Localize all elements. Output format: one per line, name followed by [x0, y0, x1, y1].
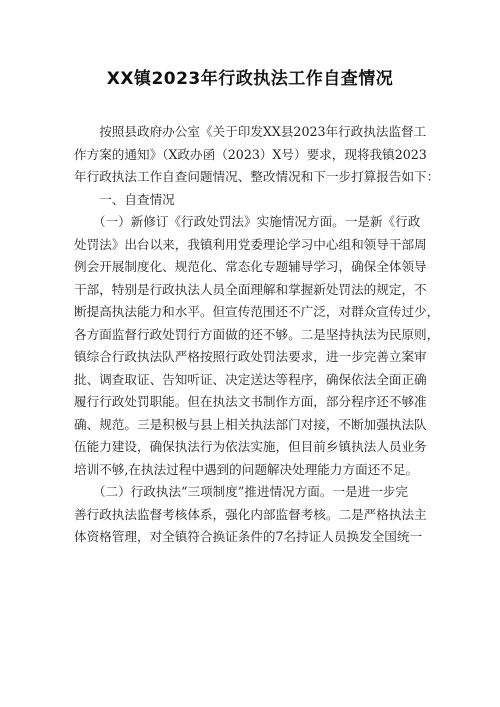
document-body [74, 121, 440, 549]
body-line: 按照县政府办公室《关于印发XX县2023年行政执法监督工 [74, 124, 427, 139]
body-line: 镇综合行政执法队严格按照行政处罚法要求，进一步完善立案审 [74, 349, 427, 364]
body-line: 善行政执法监督考核体系，强化内部监督考核。二是严格执法主 [74, 506, 427, 522]
body-line: 例会开展制度化、规范化、常态化专题辅导学习，确保全体领导 [74, 259, 427, 274]
body-line: （一）新修订《行政处罚法》实施情况方面。一是新《行政 [74, 214, 421, 229]
section-heading: 一、自查情况 [74, 191, 175, 207]
body-line: 确、规范。三是积极与县上相关执法部门对接，不断加强执法队 [74, 416, 427, 432]
body-line: （二）行政执法“三项制度”推进情况方面。一是进一步完 [74, 484, 409, 499]
body-line: 履行行政处罚职能。但在执法文书制作方面，部分程序还不够准 [74, 394, 427, 409]
body-line: 体资格管理，对全镇符合换证条件的7名持证人员换发全国统一 [74, 529, 423, 544]
body-line: 伍能力建设，确保执法行为依法实施，但目前乡镇执法人员业务 [74, 439, 427, 454]
body-line: 作方案的通知》（X政办函（2023）X号）要求，现将我镇2023 [74, 146, 427, 162]
body-line: 断提高执法能力和水平。但宣传范围还不广泛，对群众宣传过少， [74, 304, 440, 319]
body-line: 各方面监督行政处罚行方面做的还不够。二是坚持执法为民原则， [74, 326, 440, 342]
body-line: 批、调查取证、告知听证、决定送达等程序，确保依法全面正确 [74, 371, 427, 387]
body-line: 年行政执法工作自查问题情况、整改情况和下一步打算报告如下： [74, 169, 440, 184]
body-line: 处罚法》出台以来，我镇利用党委理论学习中心组和领导干部周 [74, 236, 427, 252]
document-title: XX镇2023年行政执法工作自查情况 [106, 69, 394, 89]
body-line: 培训不够,在执法过程中遇到的问题解决处理能力方面还不足。 [74, 461, 419, 477]
body-line: 干部，特别是行政执法人员全面理解和掌握新处罚法的规定，不 [74, 281, 427, 297]
